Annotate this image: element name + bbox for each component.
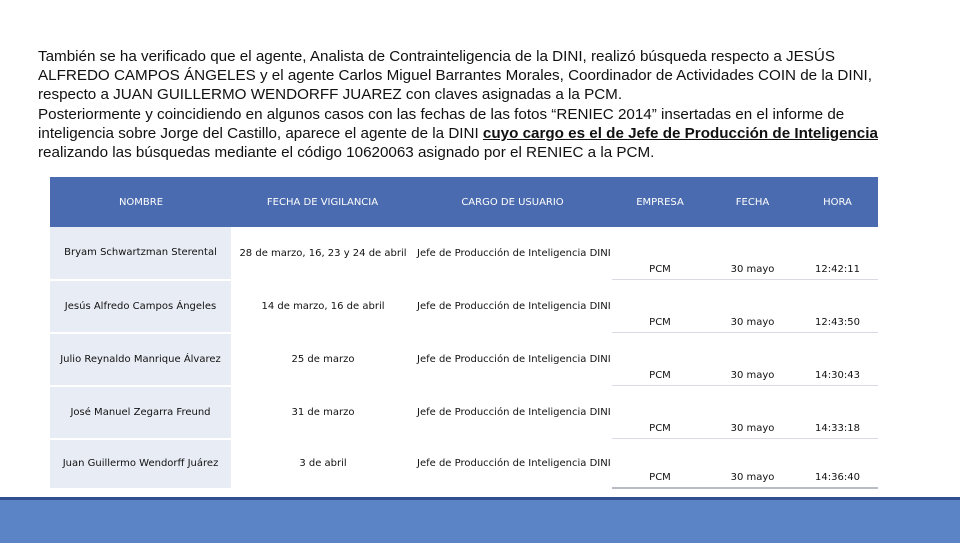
cell-cargo: Jefe de Producción de Inteligencia DINI	[413, 386, 612, 439]
body-paragraph	[38, 47, 908, 162]
cell-empresa: PCM	[612, 386, 708, 439]
cell-cargo: Jefe de Producción de Inteligencia DINI	[413, 439, 612, 489]
cell-nombre: José Manuel Zegarra Freund	[50, 386, 232, 439]
cell-nombre: Bryam Schwartzman Sterental	[50, 227, 232, 280]
table-row	[50, 227, 878, 280]
cell-nombre: Jesús Alfredo Campos Ángeles	[50, 280, 232, 333]
cell-cargo: Jefe de Producción de Inteligencia DINI	[413, 227, 612, 280]
cell-fecha-vigilancia: 25 de marzo	[232, 333, 413, 386]
paragraph-2	[38, 105, 908, 163]
table-row	[50, 439, 878, 489]
cell-cargo: Jefe de Producción de Inteligencia DINI	[413, 333, 612, 386]
cell-hora: 14:33:18	[797, 386, 878, 439]
paragraph-1: También se ha verificado que el agente, Analista de Contrainteligencia de la DINI, realizó búsqueda respecto a JESÚS ALFREDO CAMPOS ÁNGELES y el agente Carlos Miguel Barrantes Morales, Coordinador de Actividades COIN de la DINI, respecto a JUAN GUILLERMO WENDORFF JUAREZ con claves asignadas a la PCM.	[38, 48, 872, 104]
cell-hora: 14:36:40	[797, 439, 878, 489]
cell-fecha-vigilancia: 14 de marzo, 16 de abril	[232, 280, 413, 333]
header-hora: HORA	[797, 177, 878, 227]
cell-fecha: 30 mayo	[708, 227, 797, 280]
header-nombre: NOMBRE	[50, 177, 232, 227]
cell-fecha: 30 mayo	[708, 333, 797, 386]
cell-fecha: 30 mayo	[708, 280, 797, 333]
footer-bar	[0, 497, 960, 543]
cell-fecha-vigilancia: 28 de marzo, 16, 23 y 24 de abril	[232, 227, 413, 280]
header-empresa: EMPRESA	[612, 177, 708, 227]
table-row	[50, 386, 878, 439]
paragraph-2-underlined: cuyo cargo es el de Jefe de Producción de Inteligencia	[482, 124, 878, 142]
cell-cargo: Jefe de Producción de Inteligencia DINI	[413, 280, 612, 333]
search-log-table	[50, 177, 878, 489]
cell-hora: 14:30:43	[797, 333, 878, 386]
cell-fecha-vigilancia: 31 de marzo	[232, 386, 413, 439]
cell-empresa: PCM	[612, 333, 708, 386]
paragraph-2-start: Posteriormente y coincidiendo en algunos casos con las fechas de las fotos “RENIEC 2014” insertadas en el informe de inteligencia sobre Jorge del Castillo, aparece el agente de la DINI	[38, 105, 845, 142]
table-row	[50, 333, 878, 386]
table-header-row	[50, 177, 878, 227]
cell-empresa: PCM	[612, 439, 708, 489]
cell-hora: 12:43:50	[797, 280, 878, 333]
cell-empresa: PCM	[612, 227, 708, 280]
cell-hora: 12:42:11	[797, 227, 878, 280]
cell-fecha-vigilancia: 3 de abril	[232, 439, 413, 489]
header-fecha-vigilancia: FECHA DE VIGILANCIA	[232, 177, 413, 227]
cell-empresa: PCM	[612, 280, 708, 333]
cell-fecha: 30 mayo	[708, 386, 797, 439]
cell-fecha: 30 mayo	[708, 439, 797, 489]
header-cargo: CARGO DE USUARIO	[413, 177, 612, 227]
cell-nombre: Julio Reynaldo Manrique Álvarez	[50, 333, 232, 386]
header-fecha: FECHA	[708, 177, 797, 227]
cell-nombre: Juan Guillermo Wendorff Juárez	[50, 439, 232, 489]
paragraph-2-end: realizando las búsquedas mediante el código 10620063 asignado por el RENIEC a la PCM.	[38, 144, 655, 162]
table-row	[50, 280, 878, 333]
